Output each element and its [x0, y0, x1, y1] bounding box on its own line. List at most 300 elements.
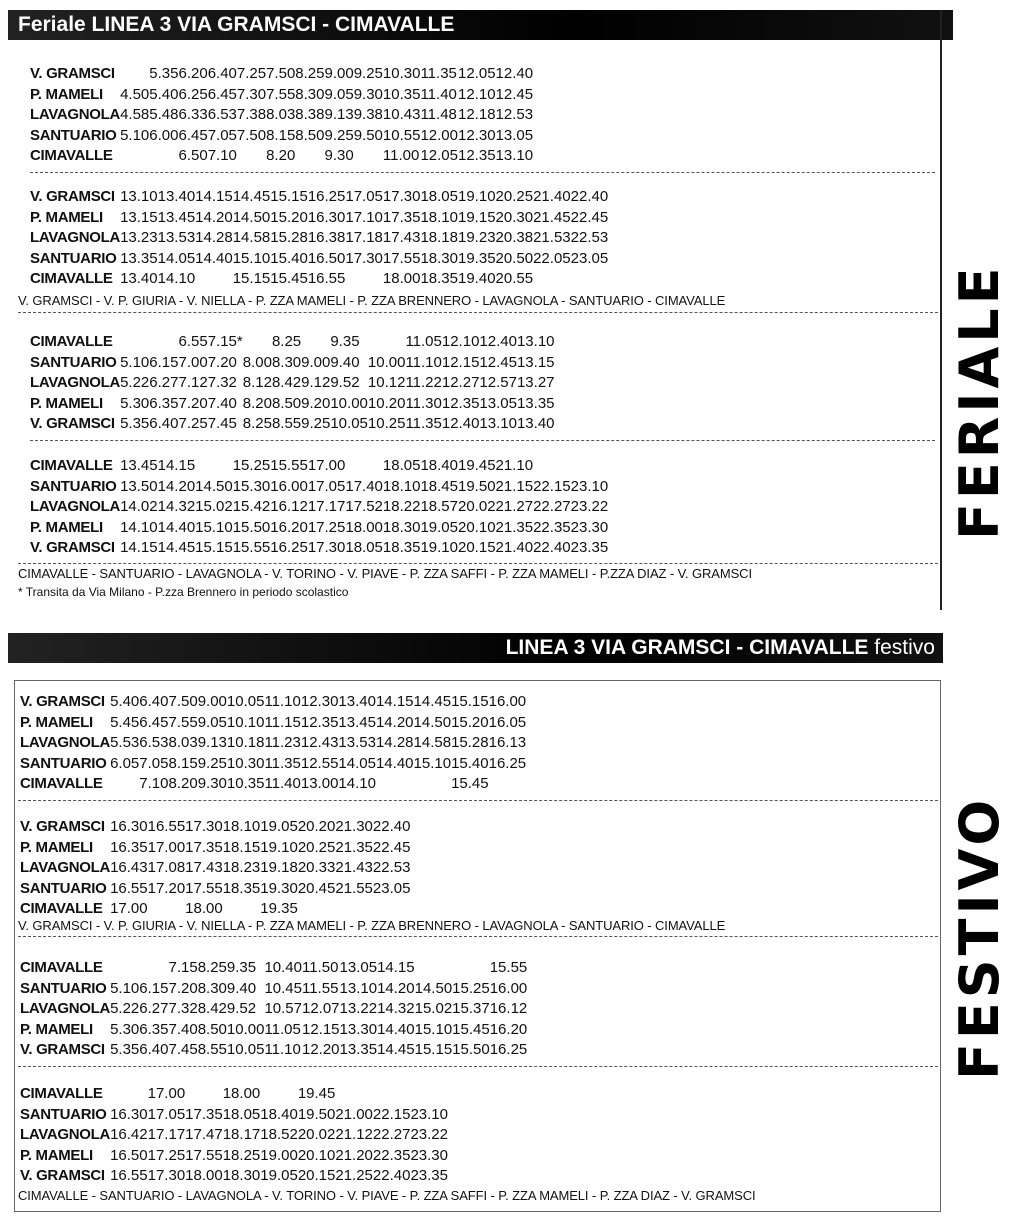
departure-time: 7.55 [266, 85, 296, 103]
departure-time: 9.13 [324, 106, 354, 123]
table-row [20, 1040, 527, 1061]
table-row [20, 858, 410, 879]
departure-time: 22.15 [533, 477, 571, 495]
departure-time: 5.10 [120, 353, 150, 371]
departure-time: 17.35 [185, 838, 223, 856]
stop-name: V. GRAMSCI [30, 188, 115, 205]
departure-time: 10.35 [226, 775, 265, 792]
table-row [30, 105, 533, 126]
departure-time: 18.40 [420, 457, 458, 474]
departure-time: 11.23 [264, 734, 301, 751]
departure-time: 17.05 [147, 1105, 186, 1123]
departure-time: 14.10 [157, 270, 196, 287]
departure-time: 21.43 [335, 859, 373, 876]
departure-time: 19.18 [260, 859, 298, 876]
departure-time: 9.25 [301, 415, 331, 432]
departure-time: 16.55 [110, 1167, 148, 1184]
departure-time: 21.00 [335, 1105, 373, 1123]
departure-time: 12.53 [495, 106, 534, 123]
departure-time: 21.45 [533, 208, 571, 226]
departure-time [335, 1084, 373, 1105]
departure-time: 15.25 [452, 979, 490, 997]
table-row [20, 999, 527, 1020]
departure-time: 13.40 [157, 188, 196, 205]
departure-time: 15.40 [451, 754, 489, 772]
departure-time: 18.05 [222, 1105, 261, 1123]
departure-time: 18.00 [382, 270, 421, 287]
departure-time: 10.45 [264, 979, 302, 997]
departure-time: 14.32 [157, 498, 196, 515]
departure-time: 18.25 [222, 1146, 261, 1164]
departure-time: 8.55 [271, 415, 302, 432]
departure-time: 6.20 [178, 65, 208, 82]
departure-time [354, 146, 383, 167]
departure-time: 19.50 [458, 477, 496, 495]
departure-time: 21.15 [495, 477, 534, 495]
departure-time: 10.05 [226, 693, 265, 710]
departure-time: 18.23 [222, 859, 261, 876]
departure-time: 21.10 [495, 457, 534, 474]
departure-time: 5.30 [120, 394, 150, 412]
departure-time: 14.58 [413, 734, 452, 751]
departure-time: 5.40 [110, 693, 140, 710]
departure-time: 8.12 [242, 374, 272, 391]
departure-time [410, 1084, 448, 1105]
departure-time: 17.00 [307, 457, 346, 474]
departure-time: 22.53 [372, 859, 411, 876]
festivo-ret-1-table [20, 958, 527, 1061]
table-row [30, 85, 533, 106]
departure-time: 12.45 [479, 353, 517, 371]
departure-time: 21.35 [495, 518, 534, 536]
departure-time: 17.35 [185, 1105, 223, 1123]
departure-time: 8.25 [295, 65, 325, 82]
departure-time: 17.17 [307, 498, 346, 515]
departure-time: 17.43 [382, 229, 421, 246]
departure-time [237, 146, 266, 167]
departure-time: 12.00 [420, 126, 458, 144]
departure-time: 15.10 [413, 754, 452, 772]
departure-time: 12.35 [458, 147, 496, 164]
departure-time: 18.10 [420, 208, 458, 226]
departure-time: 14.58 [232, 229, 271, 246]
departure-time: 8.25 [271, 333, 302, 350]
departure-time: 14.05 [157, 249, 196, 267]
stop-name: V. GRAMSCI [20, 818, 105, 835]
departure-time: 8.20 [266, 147, 296, 164]
departure-time: 7.10 [139, 775, 169, 792]
table-row [30, 332, 555, 353]
departure-time: 21.35 [335, 838, 373, 856]
departure-time: 14.28 [195, 229, 233, 246]
departure-time: 8.30 [295, 85, 325, 103]
stop-name: SANTUARIO [30, 249, 117, 267]
departure-time: 16.12 [270, 498, 308, 515]
departure-time: 17.08 [147, 859, 186, 876]
festivo-header-suffix: festivo [874, 636, 935, 659]
departure-time: 6.33 [178, 106, 208, 123]
departure-time: 11.05 [405, 333, 442, 350]
departure-time: 23.30 [570, 518, 609, 536]
stop-name: CIMAVALLE [20, 900, 103, 917]
departure-time: 17.52 [345, 498, 383, 515]
stop-name: V. GRAMSCI [30, 415, 115, 432]
departure-time: 9.35 [330, 333, 360, 350]
stop-name: LAVAGNOLA [20, 734, 111, 751]
departure-time: 10.40 [264, 959, 302, 976]
departure-time: 11.40 [264, 775, 301, 792]
departure-time: 14.40 [157, 518, 196, 536]
stop-name: V. GRAMSCI [20, 1041, 105, 1058]
table-row [20, 1020, 527, 1041]
departure-time: 13.45 [338, 713, 376, 731]
departure-time: 16.30 [110, 818, 148, 835]
departure-time: 15.02 [195, 498, 233, 515]
departure-time: 6.27 [149, 374, 179, 391]
departure-time: 14.40 [377, 1020, 415, 1038]
departure-time: 19.35 [260, 900, 298, 917]
table-row [20, 1125, 448, 1146]
departure-time: 20.38 [495, 229, 534, 246]
departure-time: 6.50 [178, 147, 208, 164]
departure-time: 7.50 [266, 65, 296, 82]
departure-time: 22.40 [570, 188, 609, 205]
departure-time: 10.43 [382, 106, 421, 123]
festivo-route-return: CIMAVALLE - SANTUARIO - LAVAGNOLA - V. TORINO - V. PIAVE - P. ZZA SAFFI - P. ZZA MAMELI - P. ZZA DIAZ - V. GRAMSCI [18, 1188, 756, 1203]
departure-time: 18.57 [420, 498, 458, 515]
departure-time: 19.05 [260, 818, 298, 835]
departure-time: 15.37 [452, 1000, 490, 1017]
block-divider [18, 563, 938, 564]
departure-time: 18.05 [345, 539, 383, 556]
departure-time: 5.22 [110, 1000, 140, 1017]
block-divider [30, 440, 935, 441]
block-divider [18, 1066, 938, 1067]
departure-time: 22.27 [372, 1126, 411, 1143]
departure-time: 19.30 [260, 879, 298, 897]
departure-time: 9.12 [301, 374, 331, 391]
departure-time [110, 774, 139, 795]
departure-time: 14.15 [375, 693, 414, 710]
departure-time: 21.30 [335, 818, 373, 835]
departure-time: 12.18 [458, 106, 496, 123]
table-row [30, 477, 608, 498]
departure-time: 14.15 [195, 188, 233, 205]
departure-time: 8.55 [197, 1041, 227, 1058]
departure-time: 23.10 [410, 1105, 448, 1123]
stop-name: P. MAMELI [20, 713, 93, 731]
departure-time: 10.20 [367, 394, 406, 412]
departure-time: 17.05 [345, 188, 383, 205]
departure-time: 6.45 [139, 713, 169, 731]
departure-time: 20.20 [297, 818, 336, 835]
departure-time: 17.10 [345, 208, 383, 226]
departure-time: 14.50 [195, 477, 233, 495]
departure-time: 13.40 [120, 270, 158, 287]
departure-time: 16.55 [307, 270, 346, 287]
departure-time: 6.55 [178, 333, 208, 350]
departure-time: 7.15 [168, 959, 198, 976]
departure-time: 12.57 [479, 374, 517, 391]
departure-time [120, 64, 149, 85]
departure-time: 10.00 [367, 353, 406, 371]
departure-time: 13.15 [120, 208, 158, 226]
stop-name: SANTUARIO [20, 979, 107, 997]
departure-time: 13.53 [157, 229, 196, 246]
departure-time: 21.40 [495, 539, 534, 556]
festivo-out-2-table [20, 817, 410, 920]
departure-time: 15.45 [451, 775, 489, 792]
departure-time: 19.15 [458, 208, 496, 226]
departure-time: 15.45 [270, 270, 308, 287]
departure-time: 16.35 [110, 838, 148, 856]
departure-time: 20.15 [458, 539, 496, 556]
departure-time: 13.00 [300, 775, 339, 792]
departure-time: 20.55 [495, 270, 534, 287]
departure-time: 11.00 [382, 147, 420, 164]
departure-time: 21.20 [335, 1146, 373, 1164]
departure-time: 11.15 [264, 713, 301, 731]
stop-name: CIMAVALLE [20, 1085, 103, 1102]
departure-time [149, 332, 178, 353]
departure-time: 8.00 [242, 353, 272, 371]
departure-time: 6.15 [139, 979, 169, 997]
departure-time: 8.15 [168, 754, 198, 772]
departure-time: 6.53 [139, 734, 169, 751]
departure-time: 9.20 [301, 394, 331, 412]
table-row [20, 713, 526, 734]
departure-time: 9.25 [197, 754, 227, 772]
departure-time [571, 269, 609, 290]
departure-time: 14.40 [195, 249, 233, 267]
departure-time: 17.55 [185, 1146, 223, 1164]
departure-time: 13.35 [339, 1041, 378, 1058]
departure-time: 18.35 [420, 270, 458, 287]
departure-time: 12.27 [441, 374, 480, 391]
departure-time: 18.17 [222, 1126, 261, 1143]
festivo-header-title: LINEA 3 VIA GRAMSCI - CIMAVALLE [505, 636, 869, 659]
departure-time: 13.10 [479, 415, 517, 432]
departure-time: 5.53 [110, 734, 140, 751]
departure-time: 17.30 [382, 188, 421, 205]
departure-time: 15.40 [270, 249, 308, 267]
departure-time: 11.10 [264, 693, 301, 710]
departure-time: 11.50 [301, 959, 339, 976]
departure-time: 17.00 [110, 900, 148, 917]
departure-time: 19.00 [260, 1146, 298, 1164]
departure-time: 12.35 [300, 713, 339, 731]
departure-time: 16.25 [270, 539, 308, 556]
departure-time: 7.20 [207, 353, 237, 371]
table-row [30, 414, 555, 435]
stop-name: SANTUARIO [30, 353, 117, 371]
departure-time: 16.38 [307, 229, 346, 246]
departure-time: 7.00 [178, 353, 208, 371]
departure-time: 6.40 [139, 1041, 169, 1058]
departure-time: 10.57 [264, 1000, 302, 1017]
departure-time: 9.38 [353, 106, 383, 123]
departure-time [368, 332, 406, 353]
table-row [20, 1146, 448, 1167]
departure-time: 5.35 [120, 415, 150, 432]
feriale-header-title: Feriale LINEA 3 VIA GRAMSCI - CIMAVALLE [18, 13, 455, 36]
departure-time [489, 774, 527, 795]
departure-time: 21.53 [533, 229, 571, 246]
departure-time: 9.25 [324, 126, 354, 144]
departure-time: 19.35 [458, 249, 496, 267]
departure-time: 17.35 [382, 208, 421, 226]
departure-time [414, 774, 452, 795]
departure-time: 13.05 [495, 126, 534, 144]
departure-time [571, 456, 609, 477]
departure-time: 15.28 [451, 734, 489, 751]
table-row [20, 692, 526, 713]
departure-time: 17.55 [382, 249, 421, 267]
table-row [20, 979, 527, 1000]
departure-time: 16.12 [489, 1000, 528, 1017]
table-row [20, 817, 410, 838]
stop-name: P. MAMELI [20, 1020, 93, 1038]
departure-time: 12.55 [300, 754, 339, 772]
departure-time: 7.38 [236, 106, 267, 123]
departure-time: 15.25 [232, 457, 271, 474]
stop-name: P. MAMELI [20, 838, 93, 856]
departure-time: 10.35 [382, 85, 421, 103]
departure-time: 15.30 [232, 477, 271, 495]
departure-time: 13.35 [120, 249, 158, 267]
departure-time: 13.40 [516, 415, 555, 432]
departure-time: 10.05 [330, 415, 368, 432]
departure-time: 9.00 [301, 353, 331, 371]
departure-time: 14.50 [414, 979, 453, 997]
departure-time: 12.10 [458, 85, 496, 103]
departure-time: 10.25 [367, 415, 406, 432]
departure-time: 23.35 [570, 539, 609, 556]
departure-time: 16.50 [110, 1146, 148, 1164]
departure-time [415, 958, 453, 979]
departure-time: 7.10 [207, 147, 237, 164]
departure-time: 15.10 [195, 518, 233, 536]
stop-name: LAVAGNOLA [30, 498, 121, 515]
departure-time: 18.35 [222, 879, 261, 897]
table-row [20, 879, 410, 900]
departure-time: 22.40 [533, 539, 571, 556]
departure-time: 14.32 [377, 1000, 415, 1017]
table-row [30, 64, 533, 85]
departure-time: 7.12 [178, 374, 208, 391]
departure-time: 13.05 [479, 394, 517, 412]
departure-time: 14.15 [377, 959, 415, 976]
festivo-side-label: FESTIVO [948, 795, 1011, 1080]
stop-name: V. GRAMSCI [30, 539, 115, 556]
stop-name: P. MAMELI [30, 518, 103, 536]
departure-time: 7.55 [168, 713, 198, 731]
departure-time: 21.25 [335, 1167, 373, 1184]
departure-time: 7.45 [207, 415, 237, 432]
departure-time: 18.18 [420, 229, 458, 246]
departure-time: 22.53 [570, 229, 609, 246]
stop-name: CIMAVALLE [20, 775, 103, 792]
departure-time: 15.55 [489, 959, 528, 976]
table-row [20, 1084, 448, 1105]
departure-time: 15.20 [270, 208, 308, 226]
departure-time: 13.10 [495, 147, 534, 164]
departure-time: 4.50 [120, 85, 150, 103]
departure-time: 9.00 [197, 693, 227, 710]
departure-time: 7.40 [168, 1020, 198, 1038]
departure-time [373, 899, 411, 920]
departure-time: 10.12 [367, 374, 406, 391]
festivo-route-outbound: V. GRAMSCI - V. P. GIURIA - V. NIELLA - P. ZZA MAMELI - P. ZZA BRENNERO - LAVAGNOLA - SANTUARIO - CIMAVALLE [18, 918, 726, 933]
departure-time: 21.55 [335, 879, 373, 897]
departure-time: 19.40 [458, 270, 496, 287]
departure-time: 6.05 [110, 754, 140, 772]
table-row [30, 146, 533, 167]
departure-time: 12.40 [495, 65, 534, 82]
departure-time: 14.45 [232, 188, 271, 205]
departure-time: 11.55 [301, 979, 339, 997]
departure-time: 15.10 [414, 1020, 453, 1038]
departure-time: 10.00 [330, 394, 368, 412]
departure-time: 15.15 [451, 693, 489, 710]
departure-time: 20.10 [458, 518, 496, 536]
departure-time: 15.42 [232, 498, 271, 515]
departure-time: 6.25 [178, 85, 208, 103]
stop-name: SANTUARIO [20, 1105, 107, 1123]
departure-time: 9.13 [197, 734, 227, 751]
departure-time [243, 332, 272, 353]
departure-time: 9.00 [324, 65, 354, 82]
departure-time [345, 456, 383, 477]
departure-time: 11.10 [405, 353, 442, 371]
departure-time: 9.05 [197, 713, 227, 731]
departure-time [195, 269, 233, 290]
departure-time: 13.22 [339, 1000, 378, 1017]
table-row [30, 518, 608, 539]
departure-time: 19.05 [260, 1167, 298, 1184]
block-divider [18, 312, 938, 313]
departure-time: 6.35 [149, 394, 179, 412]
departure-time: 14.50 [232, 208, 271, 226]
departure-time [149, 146, 178, 167]
departure-time: 15.15 [414, 1041, 453, 1058]
departure-time: 15.50 [452, 1041, 490, 1058]
departure-time: 12.35 [441, 394, 480, 412]
feriale-out-2-table [30, 187, 608, 290]
stop-name: SANTUARIO [30, 126, 117, 144]
departure-time: 8.50 [295, 126, 325, 144]
departure-time: 23.35 [410, 1167, 448, 1184]
departure-time: 13.45 [157, 208, 196, 226]
feriale-ret-2-table [30, 456, 608, 559]
departure-time: 19.23 [458, 229, 496, 246]
departure-time: 18.00 [185, 1167, 223, 1184]
departure-time: 8.50 [197, 1020, 227, 1038]
departure-time [120, 332, 149, 353]
departure-time: 9.52 [226, 1000, 257, 1017]
departure-time: 10.30 [382, 65, 421, 82]
departure-time: 12.40 [479, 333, 517, 350]
departure-time: 15.15 [195, 539, 233, 556]
departure-time: 13.10 [516, 333, 555, 350]
departure-time: 17.43 [185, 859, 223, 876]
departure-time: 19.05 [420, 518, 458, 536]
stop-name: P. MAMELI [30, 208, 103, 226]
table-row [20, 754, 526, 775]
departure-time: 13.05 [339, 959, 378, 976]
stop-name: SANTUARIO [30, 477, 117, 495]
departure-time: 20.02 [458, 498, 496, 515]
